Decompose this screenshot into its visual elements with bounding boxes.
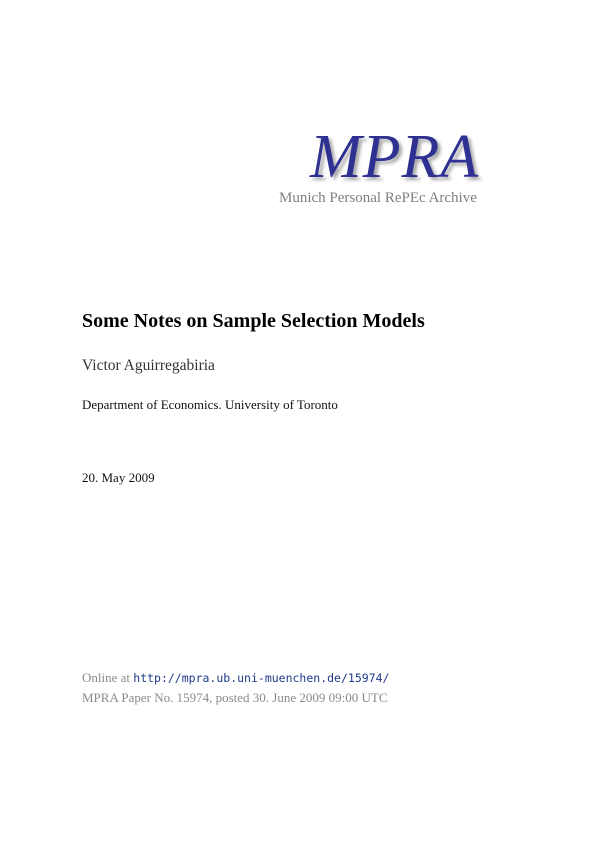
online-prefix: Online at: [82, 670, 131, 685]
logo-mark: MPRA: [310, 123, 480, 191]
author-affiliation: Department of Economics. University of Toronto: [82, 397, 338, 412]
mpra-logo: [270, 120, 520, 220]
logo-subtitle: Munich Personal RePEc Archive: [279, 190, 477, 206]
paper-author: Victor Aguirregabiria: [82, 357, 215, 374]
paper-title: Some Notes on Sample Selection Models: [82, 310, 425, 332]
online-line: [82, 668, 562, 688]
paper-url-link[interactable]: http://mpra.ub.uni-muenchen.de/15974/: [133, 671, 390, 685]
paper-info-line: MPRA Paper No. 15974, posted 30. June 2009 09:00 UTC: [82, 690, 388, 705]
archive-footer: [82, 668, 562, 707]
paper-date: 20. May 2009: [82, 470, 155, 485]
